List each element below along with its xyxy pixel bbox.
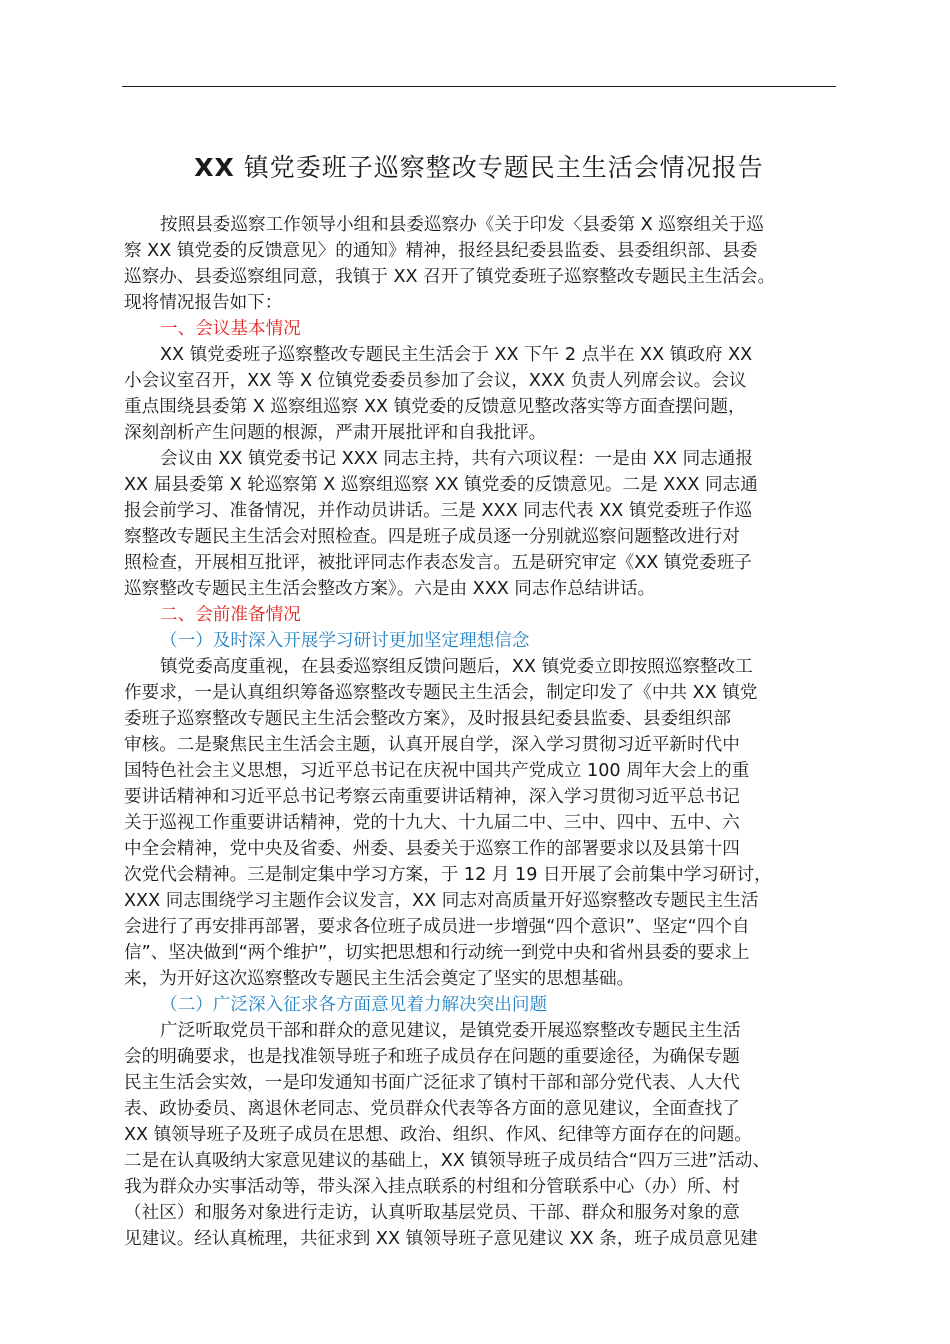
subsection-heading-2: （二）广泛深入征求各方面意见着力解决突出问题 [160, 995, 548, 1015]
paragraph-line: 深刻剖析产生问题的根源，严肃开展批评和自我批评。 [124, 423, 547, 443]
document-body [124, 212, 836, 1252]
paragraph-line: 次党代会精神。三是制定集中学习方案，于 12 月 19 日开展了会前集中学习研讨， [124, 865, 772, 885]
document-title [122, 150, 836, 186]
subsection-heading-1: （一）及时深入开展学习研讨更加坚定理想信念 [160, 631, 530, 651]
paragraph-line: 报会前学习、准备情况，并作动员讲话。三是 XXX 同志代表 XX 镇党委班子作巡 [124, 501, 753, 521]
paragraph-line: 广泛听取党员干部和群众的意见建议，是镇党委开展巡察整改专题民主生活 [160, 1021, 741, 1041]
paragraph-line: 来，为开好这次巡察整改专题民主生活会奠定了坚实的思想基础。 [124, 969, 635, 989]
paragraph-line: 镇党委高度重视，在县委巡察组反馈问题后，XX 镇党委立即按照巡察整改工 [160, 657, 753, 677]
paragraph-line: 会的明确要求，也是找准领导班子和班子成员存在问题的重要途径，为确保专题 [124, 1047, 740, 1067]
paragraph-line: 委班子巡察整改专题民主生活会整改方案》，及时报县纪委县监委、县委组织部 [124, 709, 731, 729]
paragraph-line: XX 届县委第 X 轮巡察第 X 巡察组巡察 XX 镇党委的反馈意见。二是 XXX 同志通 [124, 475, 758, 495]
intro-line: 察 XX 镇党委的反馈意见〉的通知》精神，报经县纪委县监委、县委组织部、县委 [124, 241, 758, 261]
paragraph-line: XX 镇党委班子巡察整改专题民主生活会于 XX 下午 2 点半在 XX 镇政府 XX [160, 345, 753, 365]
section-heading-2: 二、会前准备情况 [160, 605, 301, 625]
paragraph-line: 会议由 XX 镇党委书记 XXX 同志主持，共有六项议程：一是由 XX 同志通报 [160, 449, 753, 469]
paragraph-line: 会进行了再安排再部署，要求各位班子成员进一步增强“四个意识”、坚定“四个自 [124, 917, 750, 937]
title-bold-prefix: XX [194, 153, 235, 182]
paragraph-line: 信”、坚决做到“两个维护”，切实把思想和行动统一到党中央和省州县委的要求上 [124, 943, 750, 963]
paragraph-line: 作要求，一是认真组织筹备巡察整改专题民主生活会，制定印发了《中共 XX 镇党 [124, 683, 758, 703]
paragraph-line: 表、政协委员、离退休老同志、党员群众代表等各方面的意见建议，全面查找了 [124, 1099, 740, 1119]
paragraph-line: 要讲话精神和习近平总书记考察云南重要讲话精神，深入学习贯彻习近平总书记 [124, 787, 740, 807]
paragraph-line: XX 镇领导班子及班子成员在思想、政治、组织、作风、纪律等方面存在的问题。 [124, 1125, 752, 1145]
intro-line: 巡察办、县委巡察组同意，我镇于 XX 召开了镇党委班子巡察整改专题民主生活会。 [124, 267, 776, 287]
paragraph-line: 审核。二是聚焦民主生活会主题，认真开展自学，深入学习贯彻习近平新时代中 [124, 735, 740, 755]
paragraph-line: XXX 同志围绕学习主题作会议发言，XX 同志对高质量开好巡察整改专题民主生活 [124, 891, 759, 911]
paragraph-line: 国特色社会主义思想，习近平总书记在庆祝中国共产党成立 100 周年大会上的重 [124, 761, 750, 781]
paragraph-line: 见建议。经认真梳理，共征求到 XX 镇领导班子意见建议 XX 条，班子成员意见建 [124, 1229, 758, 1249]
paragraph-line: 巡察整改专题民主生活会整改方案》。六是由 XXX 同志作总结讲话。 [124, 579, 656, 599]
intro-line: 按照县委巡察工作领导小组和县委巡察办《关于印发〈县委第 X 巡察组关于巡 [160, 215, 764, 235]
paragraph-line: 察整改专题民主生活会对照检查。四是班子成员逐一分别就巡察问题整改进行对 [124, 527, 740, 547]
header-rule [122, 86, 836, 87]
paragraph-line: 关于巡视工作重要讲话精神，党的十九大、十九届二中、三中、四中、五中、六 [124, 813, 740, 833]
paragraph-line: 民主生活会实效，一是印发通知书面广泛征求了镇村干部和部分党代表、人大代 [124, 1073, 740, 1093]
title-text: 镇党委班子巡察整改专题民主生活会情况报告 [234, 153, 764, 182]
paragraph-line: （社区）和服务对象进行走访，认真听取基层党员、干部、群众和服务对象的意 [124, 1203, 740, 1223]
paragraph-line: 照检查，开展相互批评，被批评同志作表态发言。五是研究审定《XX 镇党委班子 [124, 553, 752, 573]
paragraph-line: 小会议室召开，XX 等 X 位镇党委委员参加了会议，XXX 负责人列席会议。会议 [124, 371, 747, 391]
paragraph-line: 中全会精神，党中央及省委、州委、县委关于巡察工作的部署要求以及县第十四 [124, 839, 740, 859]
intro-line: 现将情况报告如下： [124, 293, 283, 313]
paragraph-line: 我为群众办实事活动等，带头深入挂点联系的村组和分管联系中心（办）所、村 [124, 1177, 740, 1197]
paragraph-line: 重点围绕县委第 X 巡察组巡察 XX 镇党委的反馈意见整改落实等方面查摆问题， [124, 397, 746, 417]
section-heading-1: 一、会议基本情况 [160, 319, 301, 339]
paragraph-line: 二是在认真吸纳大家意见建议的基础上，XX 镇领导班子成员结合“四万三进”活动、 [124, 1151, 771, 1171]
